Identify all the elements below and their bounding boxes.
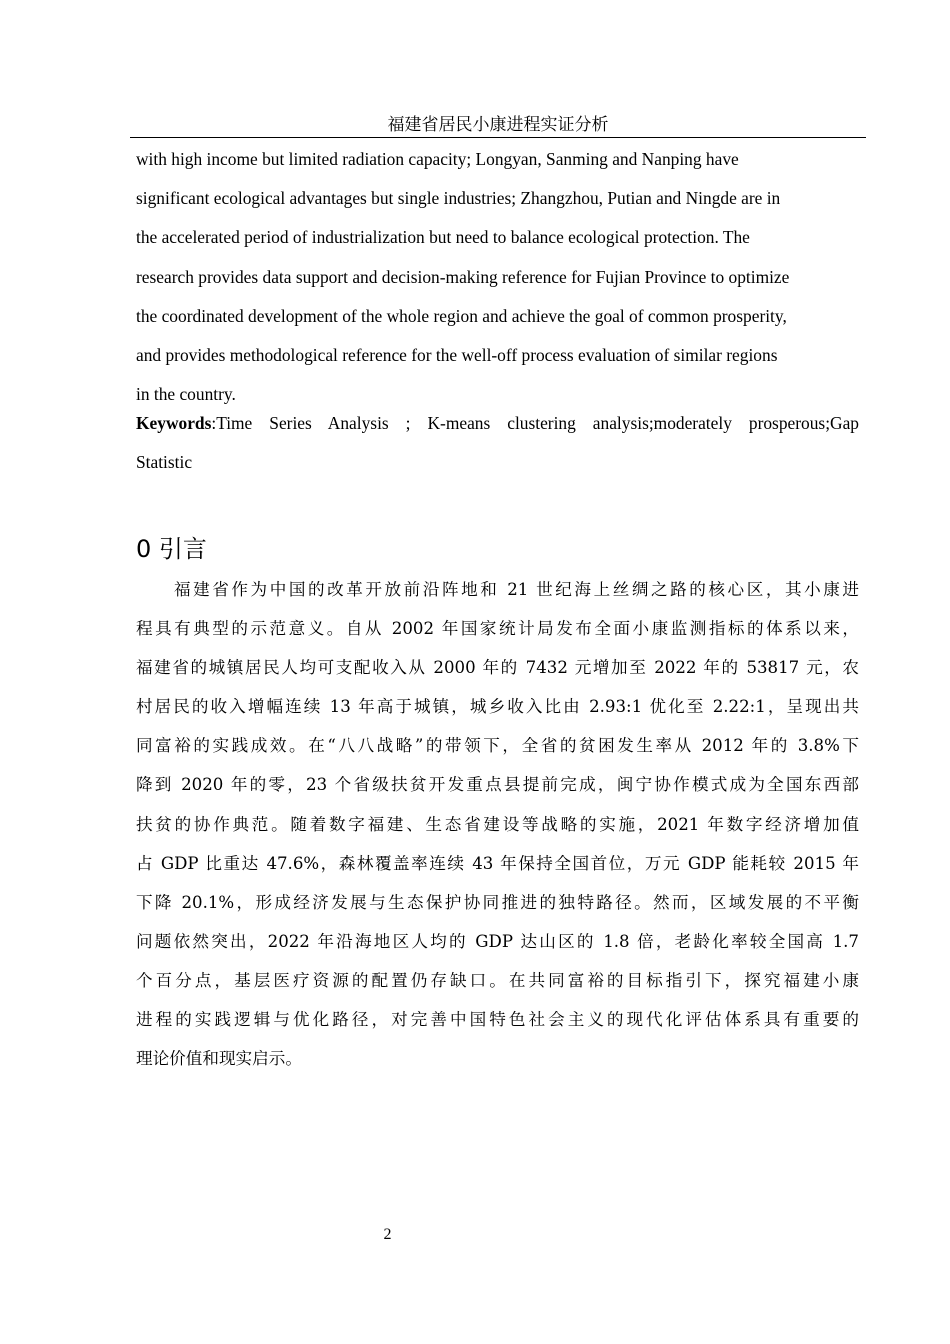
paragraph-line: 降到 2020 年的零，23 个省级扶贫开发重点县提前完成，闽宁协作模式成为全国东西部 [136,775,859,795]
paragraph-line: 同富裕的实践成效。在“八八战略”的带领下，全省的贫困发生率从 2012 年的 3.8%下 [136,736,859,756]
abstract-line: the accelerated period of industrialization but need to balance ecological protection. The [136,227,750,248]
paragraph-line: 进程的实践逻辑与优化路径，对完善中国特色社会主义的现代化评估体系具有重要的 [136,1010,859,1030]
paragraph-line: 理论价值和现实启示。 [136,1049,302,1069]
abstract-line: research provides data support and decision-making reference for Fujian Province to optimize [136,266,790,287]
abstract-continuation [136,140,866,414]
paragraph-line: 问题依然突出，2022 年沿海地区人均的 GDP 达山区的 1.8 倍，老龄化率较全国高 1.7 [136,931,859,951]
introduction-paragraph [136,570,859,1078]
paragraph-line: 个百分点，基层医疗资源的配置仍存缺口。在共同富裕的目标指引下，探究福建小康 [136,970,859,990]
paragraph-line: 福建省作为中国的改革开放前沿阵地和 21 世纪海上丝绸之路的核心区，其小康进 [174,580,859,599]
running-header-title: 福建省居民小康进程实证分析 [387,115,609,135]
keywords-label: Keywords [136,413,212,433]
abstract-line: with high income but limited radiation capacity; Longyan, Sanming and Nanping have [136,149,739,169]
keywords-paragraph [136,404,859,482]
paragraph-line: 占 GDP 比重达 47.6%，森林覆盖率连续 43 年保持全国首位，万元 GDP 能耗较 2015 年 [136,853,859,873]
paragraph-line: 扶贫的协作典范。随着数字福建、生态省建设等战略的实施，2021 年数字经济增加值 [136,814,859,834]
abstract-line: significant ecological advantages but single industries; Zhangzhou, Putian and Ningde are in [136,188,781,209]
paragraph-line: 村居民的收入增幅连续 13 年高于城镇，城乡收入比由 2.93:1 优化至 2.22:1，呈现出共 [136,697,859,717]
paragraph-line: 程具有典型的示范意义。自从 2002 年国家统计局发布全面小康监测指标的体系以来， [136,619,859,639]
keywords-line-2: Statistic [136,452,193,473]
paragraph-line: 下降 20.1%，形成经济发展与生态保护协同推进的独特路径。然而，区域发展的不平衡 [136,892,859,912]
running-header [130,113,866,138]
keywords-line-1 [136,404,859,443]
abstract-line: the coordinated development of the whole region and achieve the goal of common prosperity, [136,305,787,326]
page-number: 2 [383,1226,392,1243]
keywords-list: :Time Series Analysis ; K-means clustering analysis;moderately prosperous;Gap [211,413,859,433]
abstract-line: and provides methodological reference for the well-off process evaluation of similar regions [136,345,778,366]
section-heading: 0 引言 [136,535,207,563]
abstract-line: in the country. [136,384,236,405]
paragraph-line: 福建省的城镇居民人均可支配收入从 2000 年的 7432 元增加至 2022 年的 53817 元，农 [136,658,859,678]
